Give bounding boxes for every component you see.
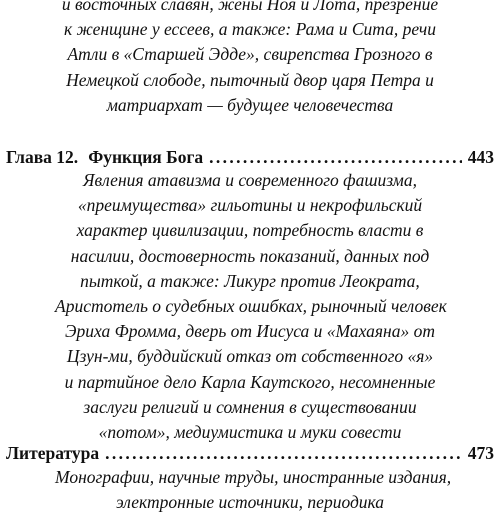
description-line: насилии, достоверность показаний, данных под: [70, 245, 430, 266]
previous-chapter-description: [55, 0, 445, 118]
description-line: матриархат — будущее человечества: [106, 94, 394, 115]
description-line: электронные источники, периодика: [115, 492, 385, 513]
chapter-title: Функция Бога: [88, 147, 204, 167]
dot-leader: [105, 442, 462, 464]
description-line: заслуги религий и сомнения в существовании: [83, 396, 417, 417]
description-line: Атли в «Старшей Эдде», свирепства Грозного в: [67, 44, 433, 65]
section-title: Литература: [6, 443, 100, 463]
toc-entry-chapter-12[interactable]: [6, 146, 494, 168]
description-line: характер цивилизации, потребность власти в: [76, 220, 424, 241]
description-line: и партийное дело Карла Каутского, несомненные: [64, 371, 436, 392]
literature-description: [55, 465, 452, 515]
description-line: «потом», медиумистика и муки совести: [98, 422, 402, 443]
chapter-12-description: [55, 168, 445, 445]
description-line: «преимущества» гильотины и некрофильский: [77, 195, 423, 216]
description-line: Цзун-ми, буддийский отказ от собственного «я»: [66, 346, 434, 367]
description-line: Немецкой слободе, пыточный двор царя Петра и: [66, 69, 434, 90]
dot-leader: [209, 146, 462, 168]
toc-entry-literature[interactable]: [6, 442, 494, 464]
page-number: 473: [467, 443, 494, 463]
description-line: Монографии, научные труды, иностранные издания,: [55, 467, 452, 487]
description-line: Явления атавизма и современного фашизма,: [83, 170, 417, 190]
description-line: Аристотель о судебных ошибках, рыночный человек: [55, 296, 447, 317]
description-line: и восточных славян, жены Ноя и Лота, презрение: [61, 0, 439, 14]
chapter-number: Глава 12.: [6, 147, 79, 167]
description-line: пыткой, а также: Ликург против Леократа,: [80, 270, 420, 291]
page-number: 443: [467, 147, 494, 167]
description-line: к женщине у ессеев, а также: Рама и Сита, речи: [64, 19, 436, 40]
description-line: Эриха Фромма, дверь от Иисуса и «Махаяна» от: [65, 321, 435, 342]
